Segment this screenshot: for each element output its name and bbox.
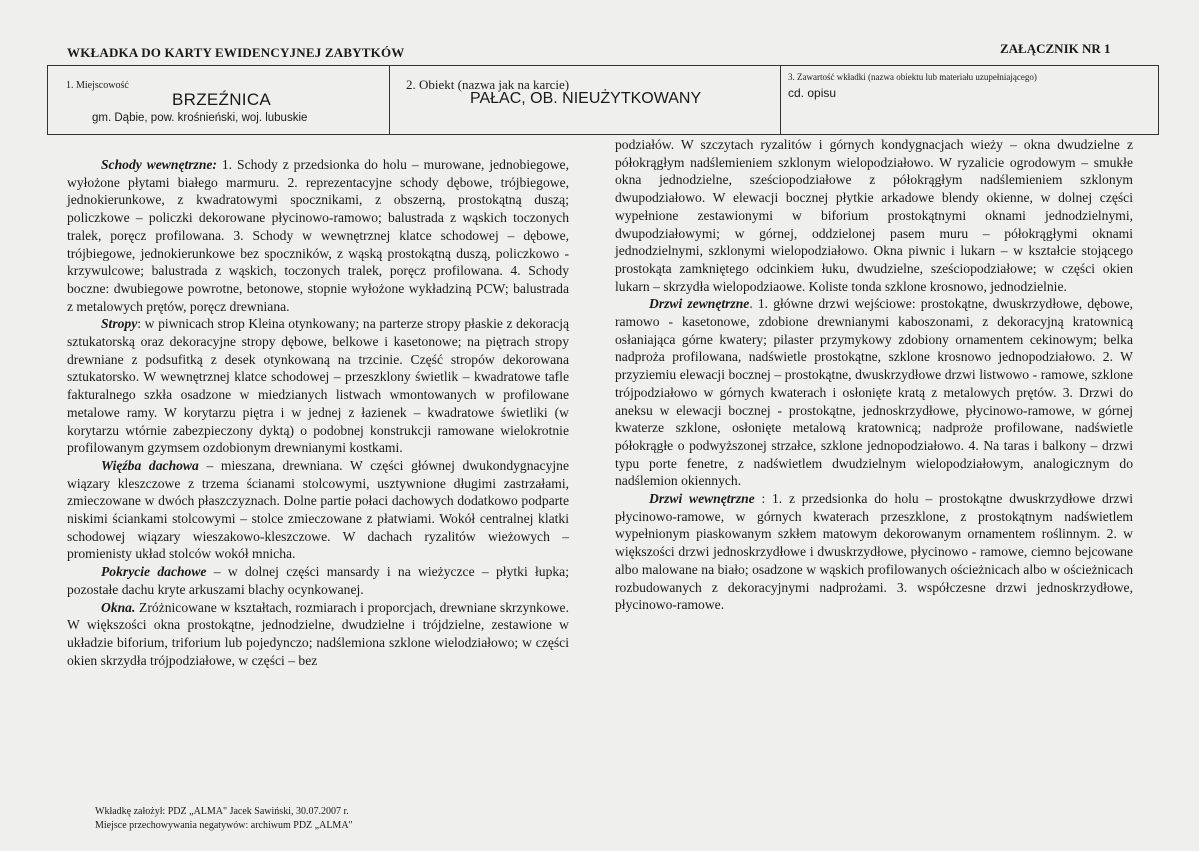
- windows-heading: Okna.: [101, 599, 136, 615]
- locality-value: BRZEŹNICA: [172, 90, 272, 109]
- windows-continued-paragraph: [615, 136, 1133, 295]
- exterior-doors-text: . 1. główne drzwi wejściowe: prostokątne, dwuskrzydłowe, dębowe, ramowo - kasetonowe, zdobione drewnianymi kaboszonami, z dekoracyjną kratownicą osłaniająca górne kwatery; pilaster przymykowy zdobiony ornamentem cekinowym; belka nadproża profilowana, nadświetle prostokątne, szklone krosnowo jednopodziałowo. 2. W przyziemiu elewacji bocznej – prostokątne, dwuskrzydłowe drzwi listwowo - ramowe, szklone trójpodziałowo w górnych kwaterach i osłonięte kratą z metalowych prętów. 3. Drzwi do aneksu w elewacji bocznej - prostokątne, jednoskrzydłowe, płycinowo-ramowe, w górnej kwaterze szklone, osłonięte metalową kratownicą; nadproże profilowane, nadświetle półokrągłe o podwyższonej strzałce, szklone jednopodziałowo. 4. Na taras i balkony – drzwi typu porte fenetre, z nadświetlem dwudzielnym wielopodziałowym, analogicznym do nadślemion okiennych.: [615, 296, 1133, 489]
- windows-text: Zróżnicowane w kształtach, rozmiarach i proporcjach, drewniane skrzynkowe. W większości okna prostokątne, jednodzielne, dwudzielne i trójdzielne, zestawione w układzie biforium, triforium lub pojedynczo; nadślemiona szklone wielodziałowo; w części okien skrzydła trójpodziałowe, w części – bez: [67, 599, 569, 668]
- windows-paragraph: [67, 599, 569, 670]
- stairs-heading: Schody wewnętrzne:: [101, 157, 217, 172]
- exterior-doors-heading: Drzwi zewnętrzne: [649, 296, 750, 312]
- interior-doors-text: : 1. z przedsionka do holu – prostokątne dwuskrzydłowe drzwi płycinowo-ramowe, w górnych kwaterach przeszklone, z prostokątnym nadświetlem wypełnionym piaskowanym szkłem matowym dekorowanym ornamentem roślinnym. 2. w większości drzwi jednoskrzydłowe i dwuskrzydłowe, płycinowo - ramowe, ciemno bejcowane albo malowane na biało; osadzone w wąskich profilowanych ościeżnicach albo w ościeżnicach rozbudowanych z dekoracyjnymi nadprożami. 3. współczesne drzwi jednoskrzydłowe, płycinowo-ramowe.: [615, 491, 1133, 613]
- fields-row: [47, 65, 1159, 135]
- roof-truss-heading: Więźba dachowa: [101, 457, 199, 473]
- ceilings-heading: Stropy: [101, 316, 138, 332]
- roof-covering-heading: Pokrycie dachowe: [101, 564, 207, 580]
- locality-subtext: gm. Dąbie, pow. krośnieński, woj. lubuskie: [92, 112, 308, 124]
- document-title: WKŁADKA DO KARTY EWIDENCYJNEJ ZABYTKÓW: [67, 45, 405, 60]
- object-box: [390, 66, 781, 134]
- object-value: PAŁAC, OB. NIEUŻYTKOWANY: [470, 90, 702, 107]
- content-label: 3. Zawartość wkładki (nazwa obiektu lub materiału uzupełniającego): [788, 72, 1037, 82]
- footer-archive: Miejsce przechowywania negatywów: archiwum PDZ „ALMA": [95, 819, 353, 831]
- left-column: [67, 156, 569, 669]
- content-value: cd. opisu: [788, 86, 837, 100]
- roof-truss-text: – mieszana, drewniana. W części głównej dwukondygnacyjne wiązary kleszczowe z trzema ścianami stolcowymi, usztywnione długimi zastrzałami, zmieczowane w dwóch płaszczyznach. Dolne partie połaci dachowych dodatkowo podparte niskimi ściankami stolcowymi – stolce zmieczowane z płatwiami. Wokół centralnej klatki schodowej wiązary wieszakowo-kleszczowe. W dachach ryzalitów wieżowych – promienisty układ stolców wokół mnicha.: [67, 457, 569, 562]
- content-box: [781, 66, 1158, 134]
- exterior-doors-paragraph: [615, 295, 1133, 490]
- stairs-paragraph: [67, 156, 569, 315]
- roof-covering-text: – w dolnej części mansardy i na wieżyczce – płytki łupka; pozostałe dachu kryte arkuszami blachy ocynkowanej.: [67, 564, 569, 597]
- locality-box: [48, 66, 390, 134]
- footer-author: Wkładkę założył: PDZ „ALMA" Jacek Sawiński, 30.07.2007 r.: [95, 806, 349, 817]
- locality-label: 1. Miejscowość: [66, 80, 129, 91]
- right-column: [615, 136, 1133, 614]
- object-label: 2. Obiekt (nazwa jak na karcie): [406, 77, 570, 92]
- ceilings-text: : w piwnicach strop Kleina otynkowany; na parterze stropy płaskie z dekoracją sztukatorską oraz dekoracyjne stropy dębowe, belkowe i kasetonowe; na piętrach stropy drewniane z podsufitką z desek otynkowaną na trzcinie. Część stropów dekorowana sztukatorsko. W wewnętrznej klatce schodowej – przeszklony świetlik – kwadratowe tafle fakturalnego szkła osadzone w miedzianych listwach wmontowanych w profilowane metalowe ramy. W korytarzu piętra i w jednej z łazienek – kwadratowe świetliki (w korytarzu wtórnie zabezpieczony dyktą) o podobnej konstrukcji ramowane wielokrotnie profilowanym gzymsem ozdobionym drewnianymi kostkami.: [67, 316, 569, 456]
- annex-label: ZAŁĄCZNIK NR 1: [1000, 41, 1111, 56]
- ceilings-paragraph: [67, 315, 569, 457]
- roof-truss-paragraph: [67, 457, 569, 563]
- interior-doors-paragraph: [615, 490, 1133, 614]
- roof-covering-paragraph: [67, 563, 569, 598]
- interior-doors-heading: Drzwi wewnętrzne: [649, 491, 755, 507]
- footer: [95, 805, 353, 832]
- windows-continued-text: podziałów. W szczytach ryzalitów i górnych kondygnacjach wieży – okna dwudzielne z półokrągłym nadślemieniem szklonym wielopodziałowo. W ryzalicie ogrodowym – smukłe okna jednodzielne, sześciopodziałowe z półokrągłym nadślemieniem szklonym dwupodziałowo. W elewacji bocznej płytkie arkadowe blendy okienne, w dolnej części wypełnione zestawionymi w biforium prostokątnymi oknami jednodzielnymi, dwupodziałowymi; w górnej, oddzielonej pasem muru – półokrągłymi oknami jednodzielnymi, szklonymi wielopodziałowo. Okna piwnic i lukarn – w kształcie stojącego prostokąta zamkniętego odcinkiem łuku, dwudzielne, sześciopodziałowe; w części okien lukarn – skrzydła wielopodziaowe. Koliste tonda szklone krosnowo, jednodzielnie.: [615, 137, 1133, 294]
- stairs-text: 1. Schody z przedsionka do holu – murowane, jednobiegowe, wyłożone płytami białego marmuru. 2. reprezentacyjne schody dębowe, trójbiegowe, jednokierunkowe, z kwadratowymi spocznikami, z obszerną, prostokątną duszą; policzkowe – policzki dekorowane płycinowo-ramowo; balustrada z wąskich toczonych tralek, poręcz profilowana. 3. Schody w wewnętrznej klatce schodowej – dębowe, trójbiegowe, jednokierunkowe bez spoczników, z wąską prostokątną duszą, policzkowo - krzywulcowe; balustrada z wąskich, toczonych tralek, poręcz profilowana. 4. Schody boczne: dwubiegowe powrotne, betonowe, stopnie wyłożone wykładziną PCW; balustrada z metalowych prętów, poręcz drewniana.: [67, 157, 569, 314]
